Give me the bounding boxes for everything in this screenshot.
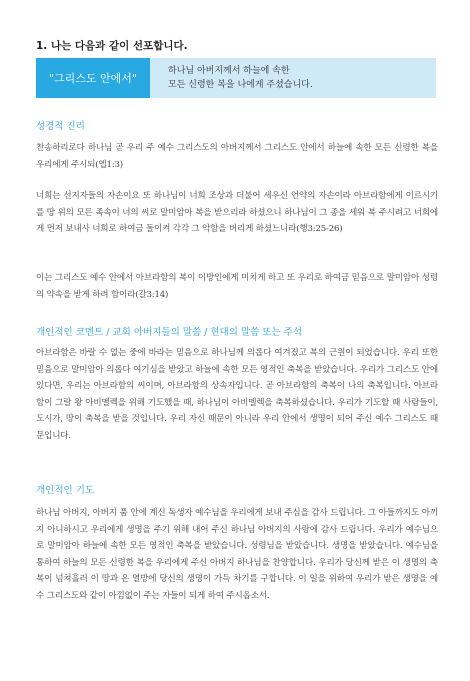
scripture-paragraph-3: 이는 그리스도 예수 안에서 아브라함의 복이 이방인에게 미치게 하고 또 우리로 하여금 믿음으로 말미암아 성령의 약속을 받게 하려 함이라(갈3:14) — [36, 273, 438, 300]
commentary-paragraph: 아브라함은 바랄 수 없는 중에 바라는 믿음으로 하나님께 의롭다 여겨졌고 복의 근원이 되었습니다. 우리 또한 믿음으로 말미암아 의롭다 여기심을 받았고 하늘에 속한 모든 영적인 축복을 받았습니다. 우리가 그리스도 안에 있다면, 우리는 아브라함의 씨이며, 아브라함의 상속자입니다. 곧 아브라함의 축복이 나의 축복입니다. 아브라함이 그랄 왕 아비멜렉을 위해 기도했을 때, 하나님이 아비멜렉을 축복하셨습니다. 우리가 기도할 때 사람들이, 도시가, 땅이 축복을 받을 것입니다. 우리 자신 때문이 아니라 우리 안에서 생명이 되어 주신 예수 그리스도 때문입니다. — [36, 348, 438, 441]
declaration-banner — [36, 58, 436, 98]
declaration-heading: 1. 나는 다음과 같이 선포합니다. — [36, 40, 188, 52]
declaration-label: "그리스도 안에서" — [36, 58, 150, 98]
scripture-paragraph-2: 너희는 선지자들의 자손이요 또 하나님이 너희 조상과 더불어 세우신 언약의 자손이라 아브라함에게 이르시기를 땅 위의 모든 족속이 너의 씨로 말미암아 복을 받으리라 하셨으니 하나님이 그 종을 세워 복 주시려고 너희에게 먼저 보내사 너희로 하여금 돌이켜 각각 그 악함을 버리게 하셨느니라(행3:25-26) — [36, 191, 438, 235]
scripture-paragraph-1: 찬송하리로다 하나님 곧 우리 주 예수 그리스도의 아버지께서 그리스도 안에서 하늘에 속한 모든 신령한 복을 우리에게 주시되(엡1:3) — [36, 143, 438, 170]
declaration-line-1: 하나님 아버지께서 하늘에 속한 — [168, 66, 290, 76]
commentary-section-title: 개인적인 코멘트 / 교회 아버지들의 말씀 / 현대의 말씀 또는 주석 — [36, 327, 303, 338]
prayer-section-title: 개인적인 기도 — [36, 485, 95, 496]
prayer-paragraph: 하나님 아버지, 아버지 품 안에 계신 독생자 예수님을 우리에게 보내 주심을 감사 드립니다. 그 아들까지도 아끼지 아니하시고 우리에게 생명을 주기 위해 내어 주신 하나님 아버지의 사랑에 감사 드립니다. 우리가 예수님으로 말미암아 하늘에 속한 모든 영적인 축복을 받았습니다. 성령님을 받았습니다. 생명을 받았습니다. 예수님을 통하여 하늘의 모든 신령한 복을 우리에게 주신 아버지 하나님을 찬양합니다. 우리가 당신께 받은 이 생명의 축복이 넘쳐흘러 이 땅과 온 열방에 당신의 생명이 가득 차기를 구합니다. 이 일을 위하여 우리가 받은 생명을 예수 그리스도와 같이 아낌없이 주는 자들이 되게 하여 주시옵소서. — [36, 508, 438, 601]
scripture-section-title: 성경적 진리 — [36, 121, 85, 132]
declaration-text — [150, 58, 436, 98]
declaration-line-2: 모든 신령한 복을 나에게 주셨습니다. — [168, 80, 313, 90]
